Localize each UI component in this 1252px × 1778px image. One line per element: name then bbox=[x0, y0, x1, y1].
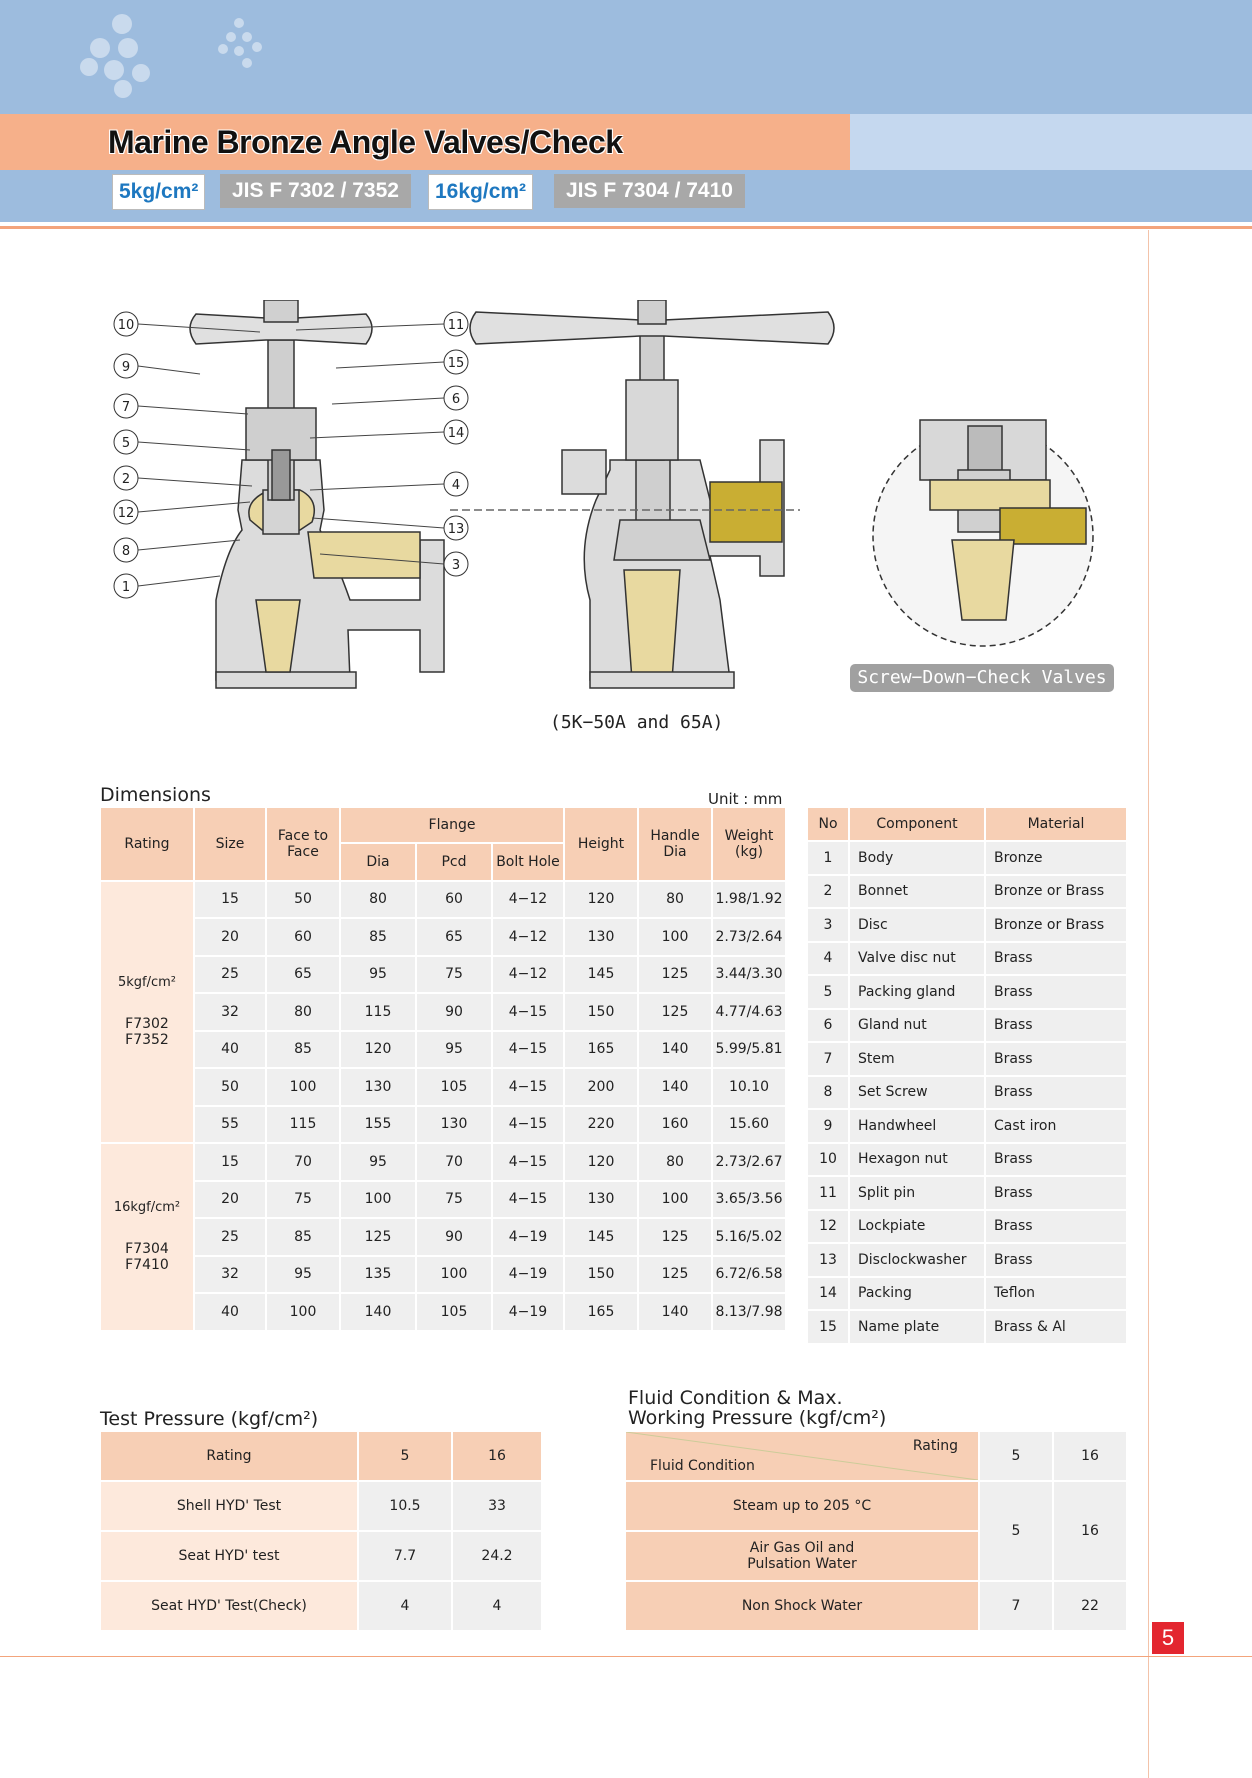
bolt-hole-cell: 4−12 bbox=[493, 957, 563, 993]
fc-header-diagonal bbox=[626, 1432, 978, 1480]
fluid-condition-table bbox=[624, 1430, 1128, 1632]
weight-cell: 3.65/3.56 bbox=[713, 1182, 785, 1218]
table-row bbox=[101, 1069, 785, 1105]
face-to-face-cell: 85 bbox=[267, 1219, 339, 1255]
page-number: 5 bbox=[1152, 1622, 1184, 1654]
pcd-cell: 105 bbox=[417, 1069, 491, 1105]
component-name: Gland nut bbox=[850, 1010, 984, 1042]
pcd-cell: 65 bbox=[417, 919, 491, 955]
handle-dia-cell: 125 bbox=[639, 1219, 711, 1255]
test-name: Shell HYD' Test bbox=[101, 1482, 357, 1530]
component-no: 15 bbox=[808, 1311, 848, 1343]
pcd-cell: 75 bbox=[417, 957, 491, 993]
test-name: Seat HYD' Test(Check) bbox=[101, 1582, 357, 1630]
weight-cell: 15.60 bbox=[713, 1107, 785, 1143]
pcd-cell: 75 bbox=[417, 1182, 491, 1218]
component-material: Brass bbox=[986, 1177, 1126, 1209]
decor-dot bbox=[242, 32, 252, 42]
handle-dia-cell: 160 bbox=[639, 1107, 711, 1143]
decor-dot bbox=[252, 42, 262, 52]
header-no: No bbox=[808, 808, 848, 840]
face-to-face-cell: 75 bbox=[267, 1182, 339, 1218]
tp-header-16: 16 bbox=[453, 1432, 541, 1480]
size-cell: 20 bbox=[195, 919, 265, 955]
height-cell: 150 bbox=[565, 994, 637, 1030]
header-rating: Rating bbox=[101, 808, 193, 880]
component-name: Lockpiate bbox=[850, 1211, 984, 1243]
header-weight: Weight (kg) bbox=[713, 808, 785, 880]
pcd-cell: 100 bbox=[417, 1257, 491, 1293]
decor-dot bbox=[218, 44, 228, 54]
table-row bbox=[808, 1244, 1126, 1276]
dia-cell: 155 bbox=[341, 1107, 415, 1143]
decor-dot bbox=[226, 32, 236, 42]
tp-header-rating: Rating bbox=[101, 1432, 357, 1480]
tp-header-5: 5 bbox=[359, 1432, 451, 1480]
fc-non-shock-16: 22 bbox=[1054, 1582, 1126, 1630]
handle-dia-cell: 125 bbox=[639, 957, 711, 993]
fluid-title-line1: Fluid Condition & Max. bbox=[628, 1387, 843, 1409]
rating-cell bbox=[101, 882, 193, 1143]
rating-pressure: 5kgf/cm² bbox=[117, 975, 177, 991]
pcd-cell: 90 bbox=[417, 994, 491, 1030]
face-to-face-cell: 115 bbox=[267, 1107, 339, 1143]
margin-line bbox=[1148, 230, 1149, 1778]
component-name: Handwheel bbox=[850, 1110, 984, 1142]
component-name: Disclockwasher bbox=[850, 1244, 984, 1276]
rating-tag-5k: 5kg/cm² bbox=[112, 174, 205, 210]
exterior-valve-drawing bbox=[447, 300, 834, 688]
bolt-hole-cell: 4−15 bbox=[493, 1182, 563, 1218]
title-bar-right bbox=[850, 114, 1252, 170]
header-material: Material bbox=[986, 808, 1126, 840]
table-row bbox=[808, 1311, 1126, 1343]
callout-leader bbox=[138, 502, 250, 512]
pcd-cell: 90 bbox=[417, 1219, 491, 1255]
component-material: Bronze or Brass bbox=[986, 909, 1126, 941]
test-pressure-table bbox=[99, 1430, 543, 1632]
component-no: 9 bbox=[808, 1110, 848, 1142]
component-name: Valve disc nut bbox=[850, 943, 984, 975]
weight-cell: 4.77/4.63 bbox=[713, 994, 785, 1030]
component-no: 4 bbox=[808, 943, 848, 975]
face-to-face-cell: 60 bbox=[267, 919, 339, 955]
table-row bbox=[101, 994, 785, 1030]
handle-dia-cell: 80 bbox=[639, 882, 711, 918]
bolt-hole-cell: 4−12 bbox=[493, 919, 563, 955]
table-row bbox=[808, 1177, 1126, 1209]
dia-cell: 115 bbox=[341, 994, 415, 1030]
component-name: Disc bbox=[850, 909, 984, 941]
test-value-16: 24.2 bbox=[453, 1532, 541, 1580]
size-cell: 25 bbox=[195, 957, 265, 993]
handle-dia-cell: 140 bbox=[639, 1294, 711, 1330]
component-no: 7 bbox=[808, 1043, 848, 1075]
component-name: Packing gland bbox=[850, 976, 984, 1008]
table-row bbox=[101, 1144, 785, 1180]
callout-label: 7 bbox=[121, 400, 131, 415]
component-material: Bronze bbox=[986, 842, 1126, 874]
test-value-5: 7.7 bbox=[359, 1532, 451, 1580]
height-cell: 145 bbox=[565, 957, 637, 993]
callout-leader bbox=[138, 406, 248, 414]
bolt-hole-cell: 4−19 bbox=[493, 1257, 563, 1293]
callout-label: 4 bbox=[451, 478, 461, 493]
component-material: Brass bbox=[986, 943, 1126, 975]
table-row bbox=[101, 1482, 541, 1530]
weight-cell: 5.16/5.02 bbox=[713, 1219, 785, 1255]
table-row bbox=[808, 1110, 1126, 1142]
table-row bbox=[101, 1294, 785, 1330]
standard-tag-5k: JIS F 7302 / 7352 bbox=[220, 174, 411, 208]
component-name: Name plate bbox=[850, 1311, 984, 1343]
callout-leader bbox=[332, 398, 444, 404]
callout-label: 14 bbox=[447, 426, 465, 441]
components-table bbox=[806, 806, 1128, 1345]
height-cell: 130 bbox=[565, 919, 637, 955]
height-cell: 120 bbox=[565, 1144, 637, 1180]
weight-cell: 2.73/2.67 bbox=[713, 1144, 785, 1180]
component-name: Hexagon nut bbox=[850, 1144, 984, 1176]
dia-cell: 100 bbox=[341, 1182, 415, 1218]
bolt-hole-cell: 4−15 bbox=[493, 1032, 563, 1068]
rating-tag-16k: 16kg/cm² bbox=[428, 174, 533, 210]
callout-leader bbox=[138, 478, 252, 486]
bolt-hole-cell: 4−15 bbox=[493, 994, 563, 1030]
component-no: 2 bbox=[808, 876, 848, 908]
callout-leader bbox=[138, 366, 200, 374]
rating-pressure: 16kgf/cm² bbox=[113, 1200, 181, 1216]
fc-non-shock-5: 7 bbox=[980, 1582, 1052, 1630]
table-row bbox=[808, 1144, 1126, 1176]
check-valve-inset bbox=[873, 420, 1093, 646]
dia-cell: 120 bbox=[341, 1032, 415, 1068]
height-cell: 165 bbox=[565, 1294, 637, 1330]
handle-dia-cell: 125 bbox=[639, 1257, 711, 1293]
size-cell: 40 bbox=[195, 1294, 265, 1330]
callout-label: 8 bbox=[121, 544, 131, 559]
callout-leader bbox=[138, 576, 220, 586]
fc-header-rating: Rating bbox=[912, 1438, 958, 1454]
size-cell: 32 bbox=[195, 994, 265, 1030]
sectional-valve-drawing bbox=[190, 300, 444, 688]
table-row bbox=[101, 1107, 785, 1143]
component-material: Teflon bbox=[986, 1278, 1126, 1310]
height-cell: 220 bbox=[565, 1107, 637, 1143]
callout-leader bbox=[310, 432, 444, 438]
table-row bbox=[808, 976, 1126, 1008]
component-no: 10 bbox=[808, 1144, 848, 1176]
handle-dia-cell: 125 bbox=[639, 994, 711, 1030]
callout-leader bbox=[336, 362, 444, 368]
bolt-hole-cell: 4−15 bbox=[493, 1069, 563, 1105]
face-to-face-cell: 100 bbox=[267, 1069, 339, 1105]
pcd-cell: 60 bbox=[417, 882, 491, 918]
decor-dot bbox=[90, 38, 110, 58]
face-to-face-cell: 95 bbox=[267, 1257, 339, 1293]
callout-label: 3 bbox=[451, 558, 461, 573]
dia-cell: 80 bbox=[341, 882, 415, 918]
component-no: 5 bbox=[808, 976, 848, 1008]
callout-label: 13 bbox=[447, 522, 465, 537]
height-cell: 165 bbox=[565, 1032, 637, 1068]
component-no: 13 bbox=[808, 1244, 848, 1276]
rating-code: F7302 bbox=[125, 1016, 169, 1033]
size-cell: 50 bbox=[195, 1069, 265, 1105]
component-no: 14 bbox=[808, 1278, 848, 1310]
table-row bbox=[101, 957, 785, 993]
bolt-hole-cell: 4−12 bbox=[493, 882, 563, 918]
test-value-16: 4 bbox=[453, 1582, 541, 1630]
page-title: Marine Bronze Angle Valves/Check bbox=[108, 124, 623, 160]
fc-row-steam: Steam up to 205 °C bbox=[626, 1482, 978, 1530]
callout-label: 1 bbox=[121, 580, 131, 595]
table-row bbox=[808, 842, 1126, 874]
height-cell: 200 bbox=[565, 1069, 637, 1105]
face-to-face-cell: 80 bbox=[267, 994, 339, 1030]
weight-cell: 2.73/2.64 bbox=[713, 919, 785, 955]
fc-header-5: 5 bbox=[980, 1432, 1052, 1480]
table-row bbox=[101, 1582, 541, 1630]
handle-dia-cell: 80 bbox=[639, 1144, 711, 1180]
table-row bbox=[101, 1182, 785, 1218]
table-row bbox=[808, 1077, 1126, 1109]
dia-cell: 95 bbox=[341, 1144, 415, 1180]
test-name: Seat HYD' test bbox=[101, 1532, 357, 1580]
inset-label: Screw−Down−Check Valves bbox=[850, 664, 1114, 692]
pcd-cell: 70 bbox=[417, 1144, 491, 1180]
size-cell: 15 bbox=[195, 1144, 265, 1180]
handle-dia-cell: 140 bbox=[639, 1032, 711, 1068]
weight-cell: 3.44/3.30 bbox=[713, 957, 785, 993]
fc-header-16: 16 bbox=[1054, 1432, 1126, 1480]
fc-shared-5: 5 bbox=[980, 1482, 1052, 1580]
face-to-face-cell: 85 bbox=[267, 1032, 339, 1068]
size-cell: 25 bbox=[195, 1219, 265, 1255]
component-name: Split pin bbox=[850, 1177, 984, 1209]
pcd-cell: 130 bbox=[417, 1107, 491, 1143]
bolt-hole-cell: 4−19 bbox=[493, 1294, 563, 1330]
dimensions-title: Dimensions bbox=[100, 784, 211, 806]
header-face-to-face: Face to Face bbox=[267, 808, 339, 880]
component-material: Brass bbox=[986, 1144, 1126, 1176]
component-material: Brass bbox=[986, 1244, 1126, 1276]
decor-dot bbox=[104, 60, 124, 80]
component-material: Brass bbox=[986, 1010, 1126, 1042]
table-row bbox=[101, 1032, 785, 1068]
callout-label: 9 bbox=[121, 360, 131, 375]
handle-dia-cell: 100 bbox=[639, 919, 711, 955]
decor-dot bbox=[80, 58, 98, 76]
component-name: Bonnet bbox=[850, 876, 984, 908]
component-no: 8 bbox=[808, 1077, 848, 1109]
component-material: Bronze or Brass bbox=[986, 876, 1126, 908]
weight-cell: 1.98/1.92 bbox=[713, 882, 785, 918]
face-to-face-cell: 65 bbox=[267, 957, 339, 993]
table-row bbox=[101, 882, 785, 918]
component-no: 1 bbox=[808, 842, 848, 874]
component-no: 3 bbox=[808, 909, 848, 941]
bolt-hole-cell: 4−15 bbox=[493, 1144, 563, 1180]
fc-air-line1: Air Gas Oil and bbox=[749, 1540, 855, 1556]
test-value-5: 4 bbox=[359, 1582, 451, 1630]
component-material: Brass bbox=[986, 976, 1126, 1008]
standard-tag-16k: JIS F 7304 / 7410 bbox=[554, 174, 745, 208]
component-material: Brass & Al bbox=[986, 1311, 1126, 1343]
dia-cell: 85 bbox=[341, 919, 415, 955]
component-material: Brass bbox=[986, 1077, 1126, 1109]
dia-cell: 135 bbox=[341, 1257, 415, 1293]
decor-dot bbox=[112, 14, 132, 34]
callout-leader bbox=[138, 442, 250, 450]
size-cell: 20 bbox=[195, 1182, 265, 1218]
handle-dia-cell: 140 bbox=[639, 1069, 711, 1105]
table-row bbox=[808, 909, 1126, 941]
header-size: Size bbox=[195, 808, 265, 880]
component-material: Brass bbox=[986, 1043, 1126, 1075]
header-rule bbox=[0, 226, 1252, 229]
table-row bbox=[808, 1010, 1126, 1042]
fluid-condition-title bbox=[628, 1388, 886, 1428]
footer-rule bbox=[0, 1656, 1252, 1657]
size-cell: 40 bbox=[195, 1032, 265, 1068]
component-name: Stem bbox=[850, 1043, 984, 1075]
table-row bbox=[808, 1043, 1126, 1075]
weight-cell: 10.10 bbox=[713, 1069, 785, 1105]
test-value-5: 10.5 bbox=[359, 1482, 451, 1530]
dia-cell: 140 bbox=[341, 1294, 415, 1330]
size-cell: 15 bbox=[195, 882, 265, 918]
callout-leader bbox=[310, 484, 444, 490]
unit-label: Unit : mm bbox=[708, 790, 783, 808]
face-to-face-cell: 50 bbox=[267, 882, 339, 918]
table-row bbox=[101, 919, 785, 955]
rating-cell bbox=[101, 1144, 193, 1330]
dia-cell: 95 bbox=[341, 957, 415, 993]
header-dia: Dia bbox=[341, 844, 415, 880]
table-row bbox=[101, 1219, 785, 1255]
weight-cell: 8.13/7.98 bbox=[713, 1294, 785, 1330]
face-to-face-cell: 100 bbox=[267, 1294, 339, 1330]
table-row bbox=[808, 1211, 1126, 1243]
bolt-hole-cell: 4−19 bbox=[493, 1219, 563, 1255]
callout-label: 10 bbox=[117, 318, 135, 333]
decor-dot bbox=[114, 80, 132, 98]
fc-shared-16: 16 bbox=[1054, 1482, 1126, 1580]
pcd-cell: 105 bbox=[417, 1294, 491, 1330]
callout-label: 12 bbox=[117, 506, 135, 521]
decor-dot bbox=[234, 18, 244, 28]
component-name: Packing bbox=[850, 1278, 984, 1310]
component-material: Cast iron bbox=[986, 1110, 1126, 1142]
component-no: 6 bbox=[808, 1010, 848, 1042]
callout-label: 15 bbox=[447, 356, 465, 371]
component-no: 11 bbox=[808, 1177, 848, 1209]
table-row bbox=[101, 1257, 785, 1293]
test-pressure-title: Test Pressure (kgf/cm²) bbox=[100, 1408, 319, 1430]
header-component: Component bbox=[850, 808, 984, 840]
component-name: Body bbox=[850, 842, 984, 874]
fc-air-line2: Pulsation Water bbox=[747, 1556, 857, 1572]
size-cell: 55 bbox=[195, 1107, 265, 1143]
header-flange: Flange bbox=[341, 808, 563, 842]
dia-cell: 130 bbox=[341, 1069, 415, 1105]
height-cell: 150 bbox=[565, 1257, 637, 1293]
header-pcd: Pcd bbox=[417, 844, 491, 880]
header-handle-dia: Handle Dia bbox=[639, 808, 711, 880]
rating-code: F7410 bbox=[125, 1257, 169, 1274]
weight-cell: 6.72/6.58 bbox=[713, 1257, 785, 1293]
table-row bbox=[808, 876, 1126, 908]
handle-dia-cell: 100 bbox=[639, 1182, 711, 1218]
dimensions-table bbox=[99, 806, 787, 1332]
drawing-caption: (5K−50A and 65A) bbox=[550, 712, 724, 733]
callout-leader bbox=[138, 540, 240, 550]
size-cell: 32 bbox=[195, 1257, 265, 1293]
component-name: Set Screw bbox=[850, 1077, 984, 1109]
dia-cell: 125 bbox=[341, 1219, 415, 1255]
fc-row-air-gas bbox=[626, 1532, 978, 1580]
rating-code: F7352 bbox=[125, 1032, 169, 1049]
test-value-16: 33 bbox=[453, 1482, 541, 1530]
component-material: Brass bbox=[986, 1211, 1126, 1243]
weight-cell: 5.99/5.81 bbox=[713, 1032, 785, 1068]
fc-row-non-shock: Non Shock Water bbox=[626, 1582, 978, 1630]
decor-dot bbox=[118, 38, 138, 58]
header-bolt-hole: Bolt Hole bbox=[493, 844, 563, 880]
pcd-cell: 95 bbox=[417, 1032, 491, 1068]
table-row bbox=[808, 1278, 1126, 1310]
height-cell: 130 bbox=[565, 1182, 637, 1218]
face-to-face-cell: 70 bbox=[267, 1144, 339, 1180]
fluid-title-line2: Working Pressure (kgf/cm²) bbox=[628, 1407, 887, 1429]
header-height: Height bbox=[565, 808, 637, 880]
table-row bbox=[808, 943, 1126, 975]
callout-label: 2 bbox=[121, 472, 131, 487]
decor-dot bbox=[132, 64, 150, 82]
decor-dot bbox=[242, 58, 252, 68]
height-cell: 145 bbox=[565, 1219, 637, 1255]
callout-label: 6 bbox=[451, 392, 461, 407]
component-no: 12 bbox=[808, 1211, 848, 1243]
callout-label: 5 bbox=[121, 436, 131, 451]
height-cell: 120 bbox=[565, 882, 637, 918]
table-row bbox=[101, 1532, 541, 1580]
fc-header-fluid: Fluid Condition bbox=[650, 1458, 755, 1474]
callout-leader bbox=[312, 518, 444, 528]
callout-label: 11 bbox=[447, 318, 465, 333]
decor-dot bbox=[234, 46, 244, 56]
rating-code: F7304 bbox=[125, 1241, 169, 1258]
bolt-hole-cell: 4−15 bbox=[493, 1107, 563, 1143]
